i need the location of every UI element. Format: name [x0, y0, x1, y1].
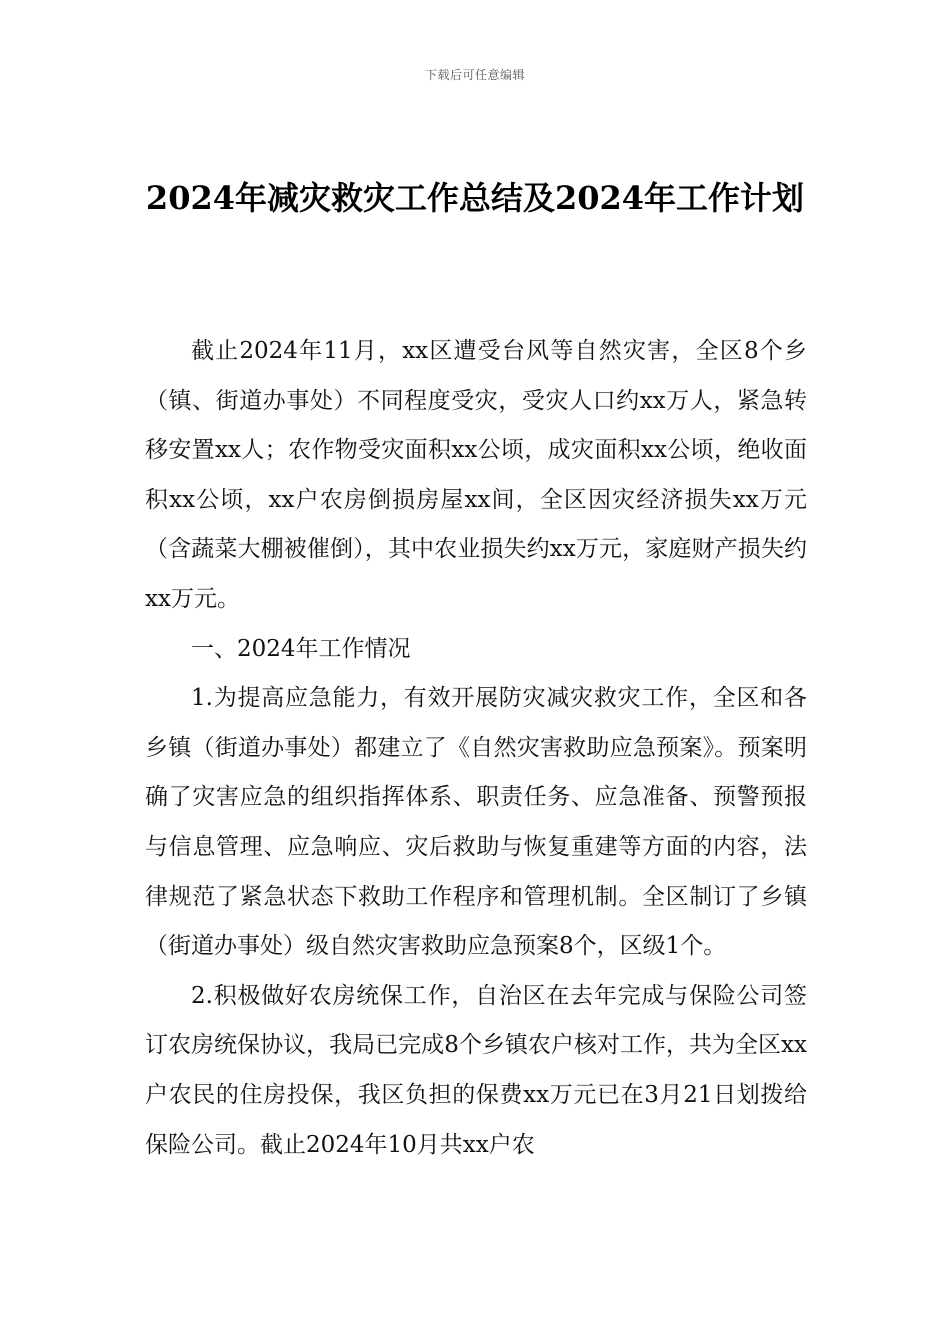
section-heading: 一、2024年工作情况: [191, 635, 411, 662]
paragraph-item-1: 1.为提高应急能力，有效开展防灾减灾救灾工作，全区和各乡镇（街道办事处）都建立了《自然灾害救助应急预案》。预案明确了灾害应急的组织指挥体系、职责任务、应急准备、预警预报与信息管理、应急响应、灾后救助与恢复重建等方面的内容，法律规范了紧急状态下救助工作程序和管理机制。全区制订了乡镇（街道办事处）级自然灾害救助应急预案8个，区级1个。: [145, 685, 807, 960]
document-body: [145, 327, 807, 1170]
document-title: 2024年减灾救灾工作总结及2024年工作计划: [145, 179, 805, 217]
paragraph-intro: 截止2024年11月，xx区遭受台风等自然灾害，全区8个乡（镇、街道办事处）不同程度受灾，受灾人口约xx万人，紧急转移安置xx人；农作物受灾面积xx公顷，成灾面积xx公顷，绝收面积xx公顷，xx户农房倒损房屋xx间，全区因灾经济损失xx万元（含蔬菜大棚被催倒），其中农业损失约xx万元，家庭财产损失约xx万元。: [145, 338, 807, 612]
header-note: 下载后可任意编辑: [424, 68, 525, 82]
paragraph-item-2: 2.积极做好农房统保工作，自治区在去年完成与保险公司签订农房统保协议，我局已完成8个乡镇农户核对工作，共为全区xx户农民的住房投保，我区负担的保费xx万元已在3月21日划拨给保险公司。截止2024年10月共xx户农: [145, 982, 807, 1158]
